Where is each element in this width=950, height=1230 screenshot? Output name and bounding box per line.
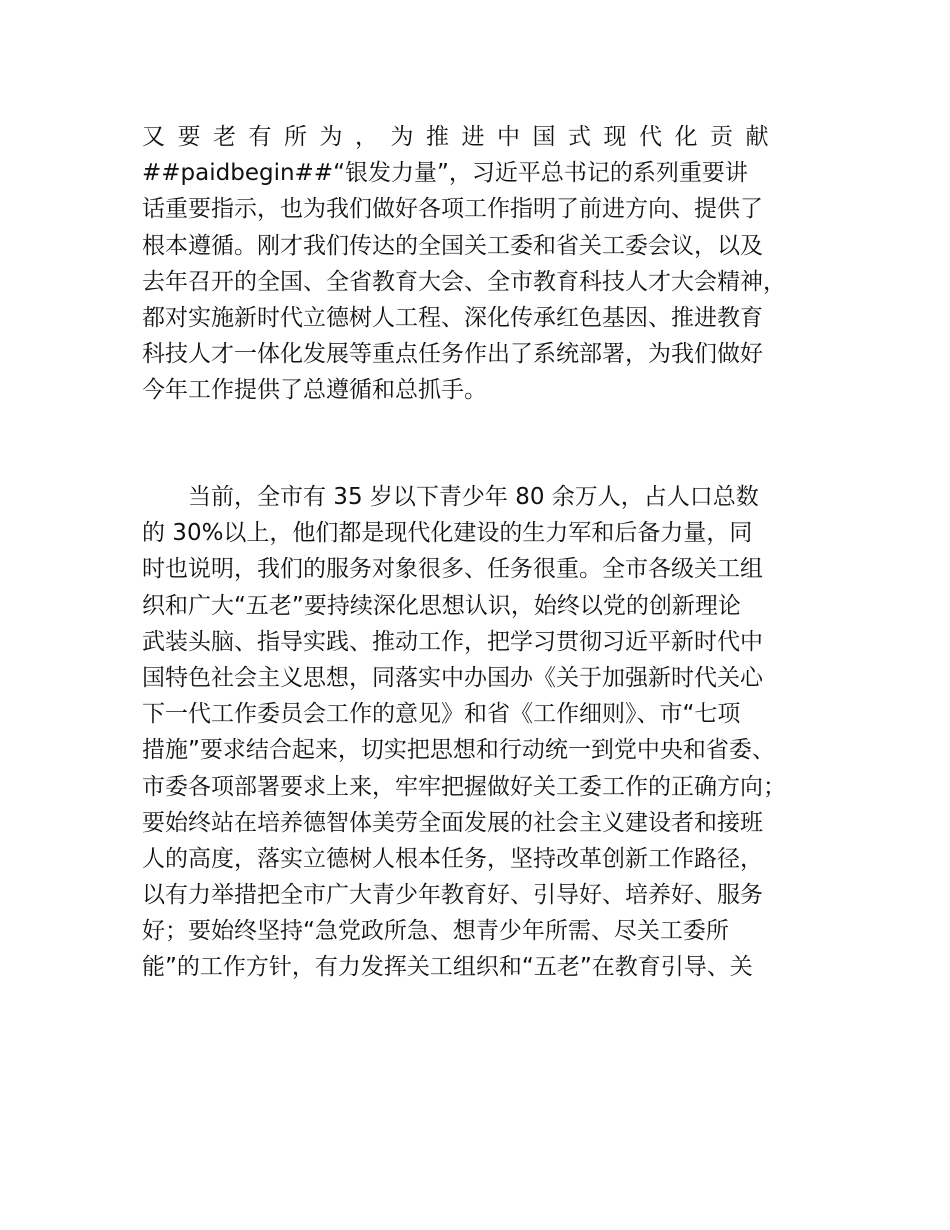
text-line: 人的高度，落实立德树人根本任务，坚持改革创新工作路径， [142, 845, 763, 872]
text-line: 能”的工作方针，有力发挥关工组织和“五老”在教育引导、关 [142, 954, 753, 981]
paragraph-1 [142, 119, 842, 409]
text-line: 措施”要求结合起来，切实把思想和行动统一到党中央和省委、 [142, 737, 775, 764]
text-line: 市委各项部署要求上来，牢牢把握做好关工委工作的正确方向； [142, 773, 786, 800]
text-line: 科技人才一体化发展等重点任务作出了系统部署，为我们做好 [142, 341, 763, 368]
text-line: 当前，全市有 35 岁以下青少年 80 余万人，占人口总数 [188, 484, 759, 510]
text-line: 根本遵循。刚才我们传达的全国关工委和省关工委会议，以及 [142, 232, 763, 259]
text-line: 国特色社会主义思想，同落实中办国办《关于加强新时代关心 [142, 664, 763, 691]
text-line: 下一代工作委员会工作的意见》和省《工作细则》、市“七项 [142, 701, 741, 728]
text-line: 武装头脑、指导实践、推动工作，把学习贯彻习近平新时代中 [142, 628, 763, 655]
paragraph-2 [142, 479, 842, 986]
text-line: 时也说明，我们的服务对象很多、任务很重。全市各级关工组 [142, 556, 763, 583]
text-line: 又要老有所为，为推进中国式现代化贡献 [142, 124, 781, 150]
text-line: 的 30%以上，他们都是现代化建设的生力军和后备力量，同 [142, 520, 753, 547]
text-line: ##paidbegin##“银发力量”，习近平总书记的系列重要讲 [142, 160, 748, 187]
text-line: 织和广大“五老”要持续深化思想认识，始终以党的创新理论 [142, 592, 741, 619]
text-line: 以有力举措把全市广大青少年教育好、引导好、培养好、服务 [142, 882, 763, 909]
text-line: 今年工作提供了总遵循和总抓手。 [142, 377, 487, 404]
text-line: 话重要指示，也为我们做好各项工作指明了前进方向、提供了 [142, 196, 763, 223]
text-line: 要始终站在培养德智体美劳全面发展的社会主义建设者和接班 [142, 809, 763, 836]
text-line: 去年召开的全国、全省教育大会、全市教育科技人才大会精神， [142, 268, 786, 295]
text-line: 都对实施新时代立德树人工程、深化传承红色基因、推进教育 [142, 304, 763, 331]
text-line: 好；要始终坚持“急党政所急、想青少年所需、尽关工委所 [142, 918, 729, 945]
